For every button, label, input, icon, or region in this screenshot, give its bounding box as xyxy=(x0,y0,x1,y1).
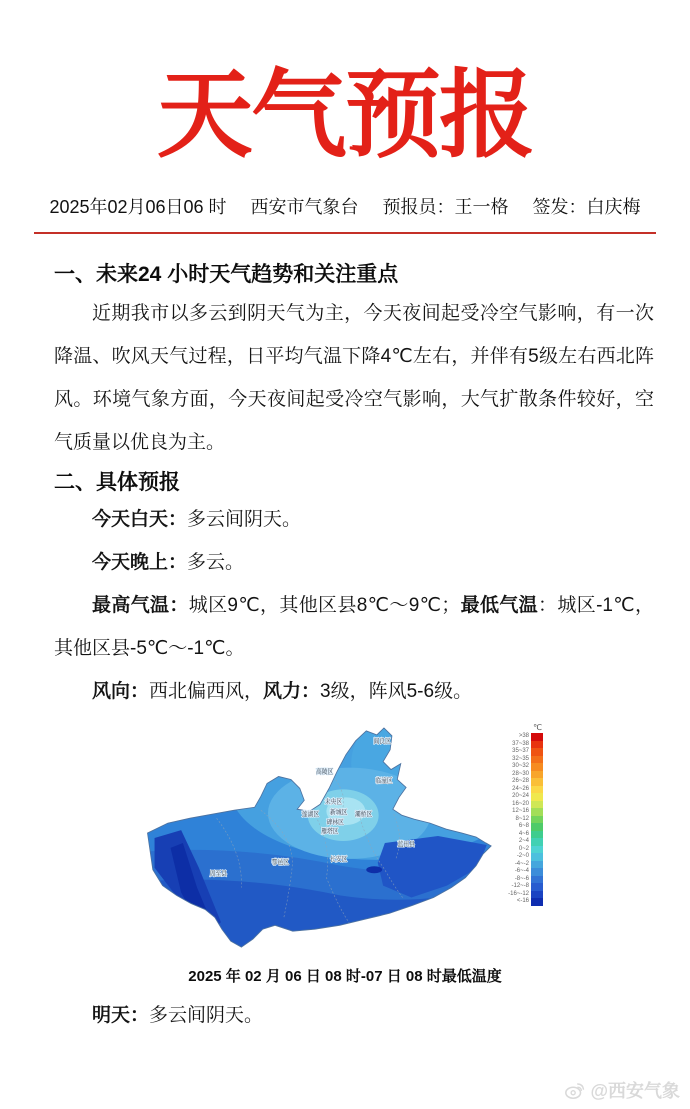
legend-entry-label: -4~-2 xyxy=(514,860,529,867)
legend-entry xyxy=(502,741,543,749)
legend-color-swatch xyxy=(531,853,543,861)
legend-entry xyxy=(502,838,543,846)
legend-entry-label: 8~12 xyxy=(515,815,529,822)
legend-color-swatch xyxy=(531,823,543,831)
today-night-label: 今天晚上： xyxy=(92,552,188,574)
legend-rows xyxy=(502,733,543,906)
legend-color-swatch xyxy=(531,756,543,764)
legend-entry-label: -12~-8 xyxy=(511,883,529,890)
legend-unit: ℃ xyxy=(533,723,542,733)
legend-color-swatch xyxy=(531,786,543,794)
wind-dir-label: 风向： xyxy=(92,681,150,703)
legend-color-swatch xyxy=(531,838,543,846)
temperature-fill-bands xyxy=(128,719,500,957)
legend-entry-label: 24~26 xyxy=(512,785,529,792)
district-label: 鄠邑区 xyxy=(271,858,289,867)
legend-color-swatch xyxy=(531,741,543,749)
legend-color-swatch xyxy=(531,831,543,839)
today-night-value: 多云。 xyxy=(187,552,245,574)
legend-entry-label: 35~37 xyxy=(512,748,529,755)
legend-entry xyxy=(502,883,543,891)
district-label: 阎良区 xyxy=(373,737,391,746)
legend-entry xyxy=(502,733,543,741)
temperature-legend xyxy=(502,723,543,906)
issue-datetime: 2025年02月06日06 时 xyxy=(49,197,227,218)
section2-heading: 二、具体预报 xyxy=(54,471,180,495)
forecaster: 预报员：王一格 xyxy=(382,197,509,218)
legend-entry-label: 16~20 xyxy=(512,800,529,807)
district-label: 临潼区 xyxy=(375,777,393,785)
temperature-line xyxy=(54,584,654,670)
issuer: 签发：白庆梅 xyxy=(532,197,641,218)
legend-entry xyxy=(502,816,543,824)
legend-entry-label: 4~6 xyxy=(518,830,529,837)
legend-color-swatch xyxy=(531,816,543,824)
district-label: 高陵区 xyxy=(315,768,334,777)
legend-entry-label: -8~-6 xyxy=(514,875,529,882)
legend-entry-label: 2~4 xyxy=(518,838,529,845)
legend-color-swatch xyxy=(531,733,543,741)
legend-entry-label: 0~2 xyxy=(518,845,529,852)
legend-color-swatch xyxy=(531,876,543,884)
tmin-value: ：城区-1℃，其他区县-5℃～-1℃。 xyxy=(54,595,654,660)
legend-entry-label: 30~32 xyxy=(512,763,529,770)
legend-entry-label: 26~28 xyxy=(512,778,529,785)
district-label: 蓝田县 xyxy=(397,841,415,849)
map-caption: 2025 年 02 月 06 日 08 时-07 日 08 时最低温度 xyxy=(188,968,502,986)
section1-paragraph: 近期我市以多云到阴天气为主，今天夜间起受冷空气影响，有一次降温、吹风天气过程，日平均气温下降4℃左右，并伴有5级左右西北阵风。环境气象方面，今天夜间起受冷空气影响，大气扩散条件较好，空气质量以优良为主。 xyxy=(54,303,654,454)
tmin-label: 最低气温 xyxy=(460,595,539,617)
today-day-label: 今天白天： xyxy=(92,509,188,531)
legend-entry xyxy=(502,808,543,816)
wind-force-value: 3级，阵风5-6级。 xyxy=(320,681,473,703)
legend-entry-label: 28~30 xyxy=(512,770,529,777)
legend-color-swatch xyxy=(531,778,543,786)
legend-entry xyxy=(502,786,543,794)
watermark-handle: @西安气象 xyxy=(590,1081,680,1101)
district-label: 周至县 xyxy=(209,870,227,879)
legend-color-swatch xyxy=(531,868,543,876)
today-night-line xyxy=(54,541,654,584)
legend-entry-label: <-16 xyxy=(516,898,529,905)
district-label: 未央区 xyxy=(324,798,343,806)
weibo-icon xyxy=(564,1079,586,1101)
xian-temperature-map xyxy=(128,719,500,957)
legend-color-swatch xyxy=(531,801,543,809)
legend-entry xyxy=(502,823,543,831)
legend-entry-label: 32~35 xyxy=(512,755,529,762)
today-day-line xyxy=(54,498,654,541)
district-label: 灞桥区 xyxy=(354,811,373,819)
legend-color-swatch xyxy=(531,898,543,906)
legend-entry xyxy=(502,861,543,869)
legend-entry xyxy=(502,756,543,764)
tomorrow-label: 明天： xyxy=(92,1005,150,1027)
legend-entry xyxy=(502,846,543,854)
tmax-label: 最高气温： xyxy=(92,595,189,617)
legend-entry-label: -6~-4 xyxy=(514,868,529,875)
tmax-value: 城区9℃，其他区县8℃～9℃； xyxy=(188,595,461,617)
agency-name: 西安市气象台 xyxy=(250,197,359,218)
legend-entry-label: 20~24 xyxy=(512,793,529,800)
tomorrow-value: 多云间阴天。 xyxy=(149,1005,264,1027)
legend-entry xyxy=(502,793,543,801)
red-divider xyxy=(34,232,656,234)
wind-line xyxy=(54,670,654,713)
legend-color-swatch xyxy=(531,771,543,779)
legend-color-swatch xyxy=(531,793,543,801)
legend-color-swatch xyxy=(531,883,543,891)
legend-entry-label: >38 xyxy=(518,733,529,740)
legend-entry xyxy=(502,831,543,839)
section1-heading: 一、未来24 小时天气趋势和关注重点 xyxy=(54,263,399,287)
legend-entry xyxy=(502,748,543,756)
legend-color-swatch xyxy=(531,748,543,756)
legend-entry xyxy=(502,868,543,876)
legend-entry xyxy=(502,891,543,899)
watermark xyxy=(564,1077,680,1103)
legend-entry xyxy=(502,801,543,809)
page-title: 天气预报 xyxy=(157,62,533,169)
legend-color-swatch xyxy=(531,861,543,869)
legend-color-swatch xyxy=(531,891,543,899)
district-label: 新城区 xyxy=(330,809,348,817)
today-day-value: 多云间阴天。 xyxy=(187,509,302,531)
tomorrow-line xyxy=(54,994,654,1037)
legend-entry xyxy=(502,778,543,786)
legend-entry xyxy=(502,763,543,771)
legend-color-swatch xyxy=(531,763,543,771)
legend-entry xyxy=(502,876,543,884)
legend-entry-label: -16~-12 xyxy=(508,890,529,897)
meta-line xyxy=(0,193,690,219)
district-label: 莲湖区 xyxy=(301,811,320,819)
district-label: 长安区 xyxy=(330,855,348,864)
legend-entry-label: 37~38 xyxy=(512,740,529,747)
wind-force-label: 风力： xyxy=(263,681,321,703)
district-label: 雁塔区 xyxy=(321,828,339,836)
min-temperature-map-figure xyxy=(128,719,690,957)
legend-color-swatch xyxy=(531,808,543,816)
legend-entry xyxy=(502,853,543,861)
legend-color-swatch xyxy=(531,846,543,854)
legend-entry-label: -2~0 xyxy=(516,853,529,860)
district-label: 碑林区 xyxy=(326,819,344,827)
legend-entry xyxy=(502,771,543,779)
wind-dir-value: 西北偏西风， xyxy=(149,681,264,703)
legend-entry-label: 12~16 xyxy=(512,808,529,815)
legend-entry-label: 6~8 xyxy=(518,823,529,830)
legend-entry xyxy=(502,898,543,906)
